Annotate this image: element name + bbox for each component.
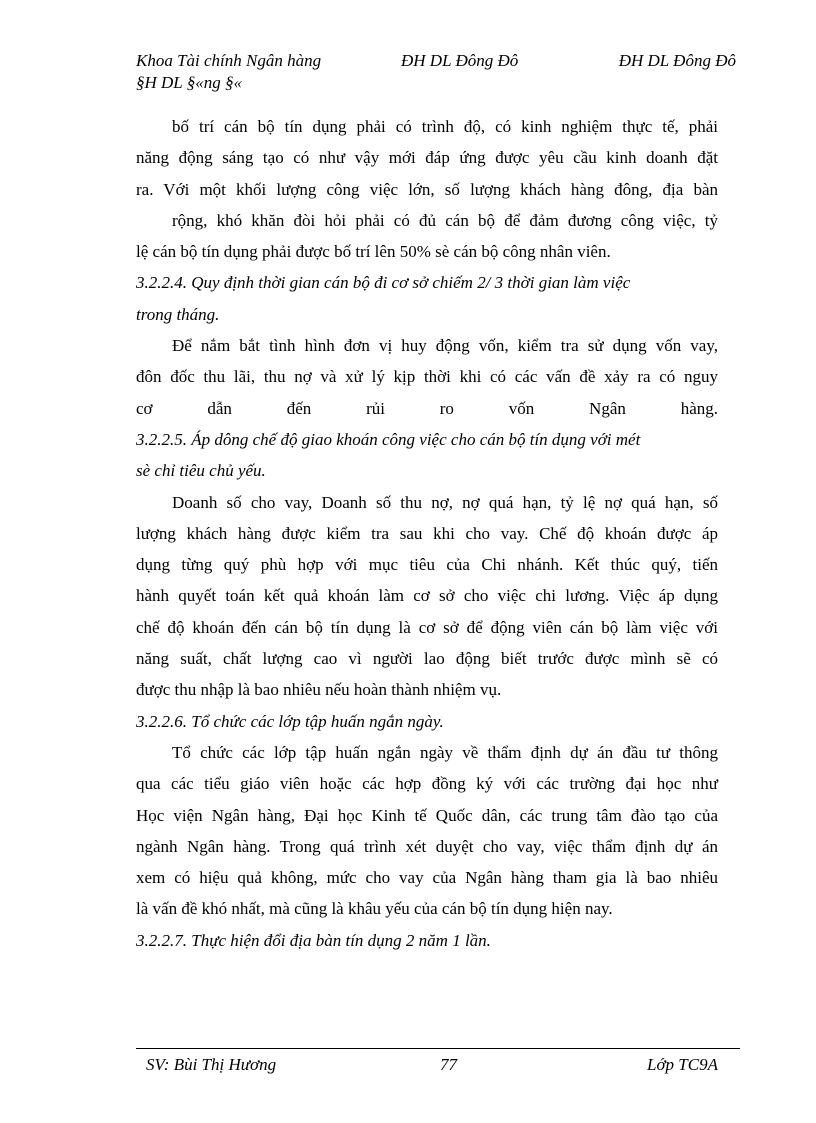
header-encoded-line: §H DL §«ng §« [136,73,242,92]
body-line: chế độ khoán đến cán bộ tín dụng là cơ sở để động viên cán bộ làm việc với [136,617,718,637]
section-heading-3-2-2-5: 3.2.2.5. Áp dông chế độ giao khoán công việc cho cán bộ tín dụng với mét [136,429,641,449]
body-line: năng động sáng tạo có như vậy mới đáp ứng được yêu cầu kinh doanh đặt [136,148,718,168]
body-line: Doanh số cho vay, Doanh số thu nợ, nợ quá hạn, tỷ lệ nợ quá hạn, số [172,492,718,512]
footer-divider [136,1048,740,1049]
body-line: ngành Ngân hàng. Trong quá trình xét duyệt cho vay, việc thẩm định dự án [136,836,718,856]
body-line: lượng khách hàng được kiểm tra sau khi cho vay. Chế độ khoán được áp [136,523,718,543]
body-line: cơ dẫn đến rủi ro vốn Ngân hàng. [136,398,718,418]
section-heading-3-2-2-4-cont: trong tháng. [136,304,220,324]
header-faculty: Khoa Tài chính Ngân hàng [136,51,322,70]
body-line: bố trí cán bộ tín dụng phải có trình độ, có kinh nghiệm thực tế, phải [172,117,718,136]
page-header [136,50,736,94]
body-line: dụng từng quý phù hợp với mục tiêu của Chi nhánh. Kết thúc quý, tiến [136,555,718,575]
body-line: xem có hiệu quả không, mức cho vay của Ngân hàng tham gia là bao nhiêu [136,868,718,888]
body-line: năng suất, chất lượng cao vì người lao động biết trước được mình sẽ có [136,649,718,669]
body-line: qua các tiểu giáo viên hoặc các hợp đồng ký với các trường đại học như [136,774,718,794]
body-line: đôn đốc thu lãi, thu nợ và xử lý kịp thời khi có các vấn đề xảy ra có nguy [136,367,718,387]
section-heading-3-2-2-5-cont: sè chỉ tiêu chủ yếu. [136,461,266,481]
body-line: lệ cán bộ tín dụng phải được bố trí lên 50% sè cán bộ công nhân viên. [136,242,611,262]
page-number: 77 [440,1055,457,1074]
document-body [136,111,718,956]
header-row [136,50,736,72]
body-line: Tổ chức các lớp tập huấn ngắn ngày về thẩm định dự án đầu tư thông [172,742,718,762]
header-university-repeat: ĐH DL Đông Đô [618,51,736,70]
body-line: được thu nhập là bao nhiêu nếu hoàn thành nhiệm vụ. [136,680,502,700]
body-line: là vấn đề khó nhất, mà cũng là khâu yếu của cán bộ tín dụng hiện nay. [136,899,613,919]
body-line: hành quyết toán kết quả khoán làm cơ sở cho việc chi lương. Việc áp dụng [136,586,718,606]
body-line: rộng, khó khăn đòi hỏi phải có đủ cán bộ để đảm đương công việc, tỷ [172,210,718,230]
section-heading-3-2-2-7: 3.2.2.7. Thực hiện đổi địa bàn tín dụng 2 năm 1 lần. [136,930,491,950]
section-heading-3-2-2-4: 3.2.2.4. Quy định thời gian cán bộ đi cơ sở chiếm 2/ 3 thời gian làm việc [136,273,631,293]
footer-class: Lớp TC9A [647,1055,718,1074]
header-university: ĐH DL Đông Đô [401,51,519,70]
body-line: Học viện Ngân hàng, Đại học Kinh tế Quốc dân, các trung tâm đào tạo của [136,805,718,825]
footer-student: SV: Bùi Thị Hương [146,1055,277,1074]
body-line: ra. Với một khối lượng công việc lớn, số lượng khách hàng đông, địa bàn [136,179,718,199]
body-line: Để nắm bắt tình hình đơn vị huy động vốn, kiểm tra sử dụng vốn vay, [172,336,718,356]
section-heading-3-2-2-6: 3.2.2.6. Tổ chức các lớp tập huấn ngắn ngày. [136,711,444,731]
